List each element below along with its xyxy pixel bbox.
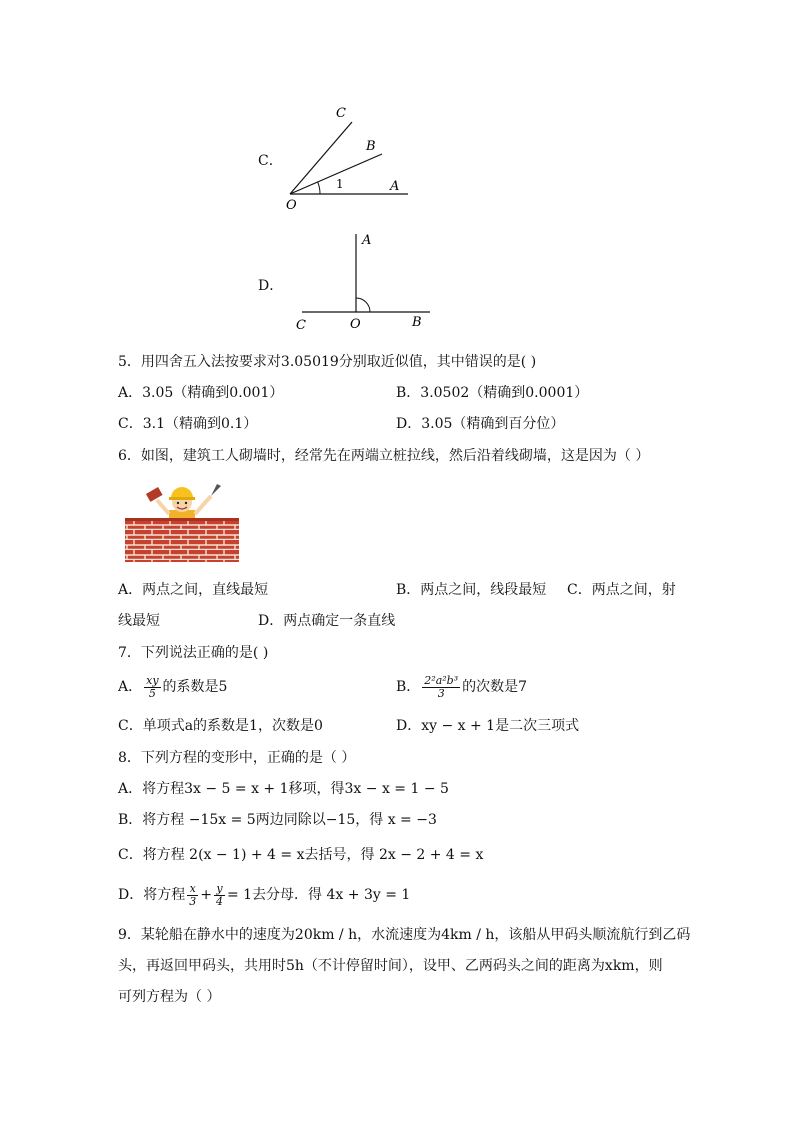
q9-line-2: 头，再返回甲码头，共用时5h（不计停留时间），设甲、乙两码头之间的距离为xkm，则 [118, 958, 663, 974]
q7-a-fraction: $\frac{xy}{5}$ [146, 673, 159, 700]
q6-option-c-cont: 线最短 [118, 613, 160, 629]
label-b: B [412, 315, 422, 330]
q5-stem: 5．用四舍五入法按要求对3.05019分别取近似值，其中错误的是( ) [118, 354, 537, 370]
q8-d-prefix: D．将方程 [118, 887, 186, 903]
q8-option-b: B．将方程 −15x = 5两边同除以−15，得 x = −3 [118, 812, 437, 828]
q8-option-c: C．将方程 2(x − 1) + 4 = x去括号，得 2x − 2 + 4 = x [118, 847, 484, 863]
label-c: C [336, 106, 346, 121]
q9-line-3: 可列方程为（ ） [118, 989, 221, 1005]
q5-option-d: D．3.05（精确到百分位） [396, 416, 565, 432]
q7-a-prefix: A． [118, 679, 143, 695]
angle-figure-c [280, 106, 420, 212]
q8-d-text: = 1去分母．得 4x + 3y = 1 [226, 887, 411, 903]
q6-option-d: D．两点确定一条直线 [258, 613, 396, 629]
label-b: B [366, 139, 376, 154]
q7-option-b [396, 672, 527, 702]
q7-option-d: D．xy − x + 1是二次三项式 [396, 718, 580, 734]
q6-option-c: C．两点之间，射 [567, 582, 676, 598]
label-a: A [362, 233, 372, 248]
q8-option-d [118, 880, 410, 910]
q6-option-a: A．两点之间，直线最短 [118, 582, 269, 598]
q8-d-fraction-x: $\frac{x}{3}$ [189, 881, 197, 908]
q7-b-text: 的次数是7 [462, 679, 528, 695]
angle-figure-d [290, 228, 440, 334]
q7-a-text: 的系数是5 [162, 679, 228, 695]
q7-b-prefix: B． [396, 679, 421, 695]
label-o: O [286, 198, 297, 212]
label-c: C [296, 318, 306, 333]
q8-option-a: A．将方程3x − 5 = x + 1移项，得3x − x = 1 − 5 [118, 781, 449, 797]
label-angle-1: 1 [336, 177, 344, 191]
q7-option-a [118, 672, 227, 702]
q5-option-b: B．3.0502（精确到0.0001） [396, 385, 589, 401]
q7-stem: 7．下列说法正确的是( ) [118, 645, 269, 661]
q9-line-1: 9．某轮船在静水中的速度为20km / h，水流速度为4km / h，该船从甲码头顺流航行到乙码 [118, 927, 691, 943]
bricklayer-illustration [125, 480, 239, 562]
q5-option-a: A．3.05（精确到0.001） [118, 385, 284, 401]
q6-option-b: B．两点之间，线段最短 [396, 582, 547, 598]
q7-b-fraction: $\frac{\text{2²a²b³}}{3}$ [424, 673, 459, 700]
q8-d-fraction-y: $\frac{y}{4}$ [215, 881, 223, 908]
option-c-label: C． [258, 153, 283, 169]
q6-stem: 6．如图，建筑工人砌墙时，经常先在两端立桩拉线，然后沿着线砌墙，这是因为（ ） [118, 448, 650, 464]
label-o: O [350, 317, 361, 332]
q7-option-c: C．单项式a的系数是1，次数是0 [118, 718, 323, 734]
q8-d-plus: + [200, 887, 212, 903]
q8-stem: 8．下列方程的变形中，正确的是（ ） [118, 750, 356, 766]
option-d-label: D． [258, 278, 284, 294]
label-a: A [390, 179, 400, 194]
q5-option-c: C．3.1（精确到0.1） [118, 416, 258, 432]
